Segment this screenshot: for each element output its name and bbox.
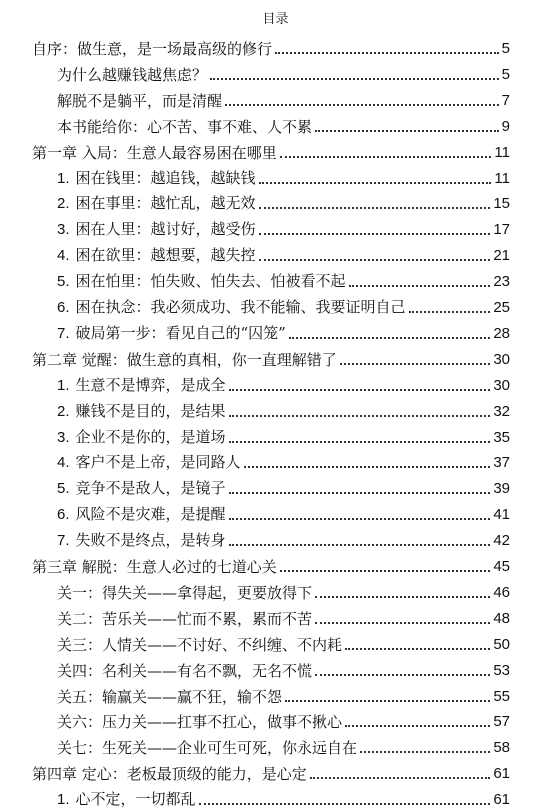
toc-entry-label bbox=[57, 790, 196, 809]
toc-section-entry[interactable] bbox=[57, 425, 510, 447]
toc-page-number: 41 bbox=[493, 506, 510, 524]
dot-leader bbox=[280, 570, 491, 572]
toc-entry-label bbox=[57, 118, 312, 136]
dot-leader bbox=[229, 518, 491, 520]
dot-leader bbox=[315, 596, 490, 598]
toc-section-entry[interactable] bbox=[57, 476, 510, 498]
toc-section-entry[interactable] bbox=[57, 88, 510, 110]
toc-entry-number: 3. bbox=[57, 221, 70, 239]
toc-chapter-entry[interactable] bbox=[32, 761, 510, 783]
dot-leader bbox=[210, 78, 499, 80]
toc-entry-text: 关六：压力关——扛事不扛心，做事不揪心 bbox=[57, 713, 343, 732]
toc-section-entry[interactable] bbox=[57, 658, 510, 680]
toc-entry-label bbox=[32, 558, 277, 576]
toc-entry-text: 关七：生死关——企业可生可死，你永远自在 bbox=[57, 739, 358, 758]
toc-entry-label bbox=[57, 505, 226, 524]
toc-section-entry[interactable] bbox=[57, 62, 510, 84]
toc-page-number: 5 bbox=[501, 65, 510, 83]
toc-section-entry[interactable] bbox=[57, 295, 510, 317]
toc-entry-text: 本书能给你：心不苦、事不难、人不累 bbox=[57, 117, 313, 136]
dot-leader bbox=[229, 544, 491, 546]
toc-page-number: 50 bbox=[493, 635, 510, 653]
toc-entry-text: 赚钱不是目的，是结果 bbox=[75, 401, 226, 420]
toc-section-entry[interactable] bbox=[57, 709, 510, 731]
dot-leader bbox=[229, 415, 491, 417]
dot-leader bbox=[285, 700, 490, 702]
dot-leader bbox=[229, 389, 491, 391]
toc-page-number: 15 bbox=[493, 195, 510, 213]
toc-entry-label bbox=[57, 453, 241, 472]
toc-entry-text: 困在怕里：怕失败、怕失去、怕被看不起 bbox=[75, 272, 346, 291]
toc-entry-text: 第四章 定心：老板最顶级的能力，是心定 bbox=[32, 765, 307, 784]
toc-entry-number: 1. bbox=[57, 791, 70, 809]
toc-entry-text: 解脱不是躺平，而是清醒 bbox=[57, 91, 223, 110]
dot-leader bbox=[310, 777, 491, 779]
toc-entry-number: 2. bbox=[57, 402, 70, 420]
toc-page-number: 53 bbox=[493, 661, 510, 679]
toc-entry-label bbox=[57, 246, 256, 265]
toc-entry-label bbox=[32, 144, 277, 162]
toc-section-entry[interactable] bbox=[57, 787, 510, 809]
toc-section-entry[interactable] bbox=[57, 166, 510, 188]
toc-page-number: 17 bbox=[493, 221, 510, 239]
toc-entry-text: 困在欲里：越想要，越失控 bbox=[75, 246, 256, 265]
toc-entry-label bbox=[32, 351, 337, 369]
toc-section-entry[interactable] bbox=[57, 580, 510, 602]
toc-entry-text: 第一章 入局：生意人最容易困在哪里 bbox=[32, 143, 277, 162]
toc-entry-text: 心不定，一切都乱 bbox=[75, 790, 196, 809]
toc-entry-text: 困在执念：我必须成功、我不能输、我要证明自己 bbox=[75, 298, 406, 316]
toc-entry-text: 失败不是终点，是转身 bbox=[75, 531, 226, 550]
dot-leader bbox=[225, 104, 499, 106]
toc-entry-text: 困在事里：越忙乱，越无效 bbox=[75, 194, 256, 213]
toc-page-number: 9 bbox=[501, 117, 510, 135]
toc-page-number: 58 bbox=[493, 739, 510, 757]
dot-leader bbox=[259, 182, 492, 184]
toc-chapter-entry[interactable] bbox=[32, 140, 510, 162]
dot-leader bbox=[345, 648, 490, 650]
toc-entry-text: 风险不是灾难，是提醒 bbox=[75, 505, 226, 524]
toc-entry-text: 关五：输赢关——赢不狂，输不怨 bbox=[57, 687, 283, 706]
toc-entry-label bbox=[57, 531, 226, 550]
dot-leader bbox=[229, 492, 491, 494]
toc-entry-number: 1. bbox=[57, 376, 70, 394]
toc-chapter-entry[interactable] bbox=[32, 36, 510, 58]
toc-page-number: 11 bbox=[494, 169, 510, 187]
toc-page-number: 35 bbox=[493, 428, 510, 446]
toc-section-entry[interactable] bbox=[57, 399, 510, 421]
toc-entry-text: 客户不是上帝，是同路人 bbox=[75, 453, 241, 472]
toc-entry-number: 4. bbox=[57, 454, 70, 472]
toc-entry-label bbox=[57, 298, 406, 317]
toc-entry-label bbox=[57, 662, 312, 680]
toc-entry-label bbox=[57, 220, 256, 239]
dot-leader bbox=[345, 725, 490, 727]
toc-entry-label bbox=[57, 479, 226, 498]
dot-leader bbox=[340, 363, 491, 365]
toc-page-number: 57 bbox=[493, 713, 510, 731]
toc-page-number: 28 bbox=[493, 324, 510, 342]
toc-section-entry[interactable] bbox=[57, 217, 510, 239]
toc-entry-label bbox=[57, 739, 357, 757]
toc-section-entry[interactable] bbox=[57, 632, 510, 654]
toc-entry-label bbox=[57, 272, 346, 291]
toc-entry-number: 6. bbox=[57, 299, 70, 316]
toc-page-number: 23 bbox=[493, 273, 510, 291]
toc-page-number: 21 bbox=[493, 247, 510, 265]
toc-entry-text: 困在钱里：越追钱，越缺钱 bbox=[75, 168, 256, 187]
toc-section-entry[interactable] bbox=[57, 269, 510, 291]
dot-leader bbox=[259, 259, 491, 261]
toc-section-entry[interactable] bbox=[57, 450, 510, 472]
dot-leader bbox=[360, 751, 490, 753]
dot-leader bbox=[244, 466, 491, 468]
toc-title: 目录 bbox=[262, 12, 289, 27]
toc-entry-text: 破局第一步：看见自己的“囚笼” bbox=[75, 323, 286, 342]
toc-page-number: 32 bbox=[493, 402, 510, 420]
toc-page-number: 5 bbox=[501, 40, 510, 57]
dot-leader bbox=[315, 674, 490, 676]
toc-section-entry[interactable] bbox=[57, 684, 510, 706]
dot-leader bbox=[409, 311, 491, 313]
toc-entry-label bbox=[57, 584, 312, 602]
toc-entry-number: 7. bbox=[57, 532, 70, 550]
toc-entry-label bbox=[57, 610, 312, 628]
dot-leader bbox=[199, 803, 491, 805]
toc-page-number: 55 bbox=[493, 687, 510, 705]
toc-section-entry[interactable] bbox=[57, 243, 510, 265]
toc-entry-text: 生意不是博弈，是成全 bbox=[75, 375, 226, 394]
toc-page-number: 42 bbox=[493, 532, 510, 550]
toc-entry-label bbox=[57, 92, 222, 110]
dot-leader bbox=[315, 130, 499, 132]
toc-entry-label bbox=[57, 66, 207, 84]
toc-section-entry[interactable] bbox=[57, 114, 510, 136]
toc-page-number: 11 bbox=[494, 143, 510, 161]
toc-page-number: 30 bbox=[493, 376, 510, 394]
toc-entry-label bbox=[57, 428, 226, 447]
dot-leader bbox=[289, 337, 490, 339]
dot-leader bbox=[315, 622, 490, 624]
toc-entry-text: 关二：苦乐关——忙而不累，累而不苦 bbox=[57, 609, 313, 628]
toc-entry-text: 关三：人情关——不讨好、不纠缠、不内耗 bbox=[57, 635, 343, 654]
toc-entry-label bbox=[57, 402, 226, 421]
dot-leader bbox=[259, 233, 491, 235]
toc-section-entry[interactable] bbox=[57, 373, 510, 395]
toc-page-number: 37 bbox=[493, 454, 510, 472]
toc-entry-text: 竞争不是敌人，是镜子 bbox=[75, 479, 226, 498]
dot-leader bbox=[275, 52, 499, 54]
toc-entry-number: 2. bbox=[57, 195, 70, 213]
toc-entry-label bbox=[57, 194, 256, 213]
toc-entry-number: 6. bbox=[57, 506, 70, 524]
toc-page-number: 39 bbox=[493, 480, 510, 498]
toc-chapter-entry[interactable] bbox=[32, 347, 510, 369]
toc-entry-label bbox=[32, 765, 307, 783]
toc-entry-label bbox=[57, 169, 256, 188]
toc-entry-number: 5. bbox=[57, 273, 70, 291]
toc-entry-label bbox=[32, 40, 272, 58]
toc-page-number: 45 bbox=[493, 558, 510, 575]
toc-page-number: 7 bbox=[501, 91, 510, 109]
toc-entry-number: 4. bbox=[57, 247, 70, 265]
toc-page-number: 61 bbox=[493, 791, 510, 809]
dot-leader bbox=[259, 207, 491, 209]
toc-page-number: 30 bbox=[493, 350, 510, 368]
toc-entry-number: 1. bbox=[57, 169, 70, 187]
toc-entry-number: 7. bbox=[57, 324, 70, 342]
toc-chapter-entry[interactable] bbox=[32, 554, 510, 576]
toc-entry-text: 自序：做生意，是一场最高级的修行 bbox=[32, 40, 273, 58]
dot-leader bbox=[349, 285, 491, 287]
toc-section-entry[interactable] bbox=[57, 528, 510, 550]
toc-page-number: 48 bbox=[493, 609, 510, 627]
toc-entry-label bbox=[57, 324, 286, 343]
toc-entry-text: 企业不是你的，是道场 bbox=[75, 427, 226, 446]
dot-leader bbox=[280, 156, 492, 158]
toc-entry-text: 第二章 觉醒：做生意的真相，你一直理解错了 bbox=[32, 350, 337, 369]
toc-section-entry[interactable] bbox=[57, 321, 510, 343]
toc-page-number: 25 bbox=[493, 299, 510, 316]
toc-page-number: 61 bbox=[493, 765, 510, 783]
toc-entry-text: 关一：得失关——拿得起，更要放得下 bbox=[57, 583, 313, 602]
toc-entry-label bbox=[57, 688, 282, 706]
toc-entry-text: 为什么越赚钱越焦虑？ bbox=[57, 65, 208, 84]
toc-entry-label bbox=[57, 636, 342, 654]
toc-entry-text: 困在人里：越讨好，越受伤 bbox=[75, 220, 256, 239]
toc-entry-label bbox=[57, 713, 342, 731]
toc-section-entry[interactable] bbox=[57, 191, 510, 213]
toc-entry-label bbox=[57, 376, 226, 395]
toc-section-entry[interactable] bbox=[57, 735, 510, 757]
toc-section-entry[interactable] bbox=[57, 502, 510, 524]
toc-entry-text: 关四：名利关——有名不飘，无名不慌 bbox=[57, 661, 313, 680]
toc-page-number: 46 bbox=[493, 583, 510, 601]
toc-entry-number: 5. bbox=[57, 480, 70, 498]
dot-leader bbox=[229, 441, 491, 443]
toc-section-entry[interactable] bbox=[57, 606, 510, 628]
toc-entry-number: 3. bbox=[57, 428, 70, 446]
toc-entry-text: 第三章 解脱：生意人必过的七道心关 bbox=[32, 558, 277, 576]
